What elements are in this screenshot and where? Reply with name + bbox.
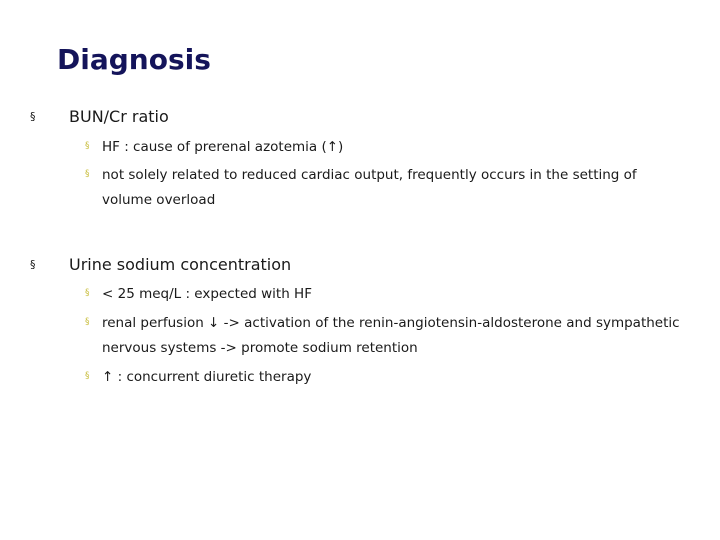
sub-bullet-icon: §	[85, 169, 90, 179]
list-item-text: ↑ : concurrent diuretic therapy	[102, 369, 312, 385]
bullet-icon: §	[30, 110, 36, 123]
sub-bullet-icon: §	[85, 317, 90, 327]
list-item-text: not solely related to reduced cardiac output, frequently occurs in the setting of volume overload	[102, 167, 637, 208]
list-item-text: HF : cause of prerenal azotemia (↑)	[102, 139, 344, 155]
slide-title: Diagnosis	[57, 43, 211, 76]
sub-bullet-icon: §	[85, 371, 90, 381]
sub-bullet-icon: §	[85, 288, 90, 298]
list-item-text: < 25 meq/L : expected with HF	[102, 286, 312, 302]
section-heading: BUN/Cr ratio	[69, 107, 169, 126]
list-item-text: renal perfusion ↓ -> activation of the renin-angiotensin-aldosterone and sympathetic nervous systems -> promote sodium retention	[102, 315, 680, 356]
sub-bullet-icon: §	[85, 141, 90, 151]
bullet-icon: §	[30, 258, 36, 271]
section-heading: Urine sodium concentration	[69, 255, 292, 274]
